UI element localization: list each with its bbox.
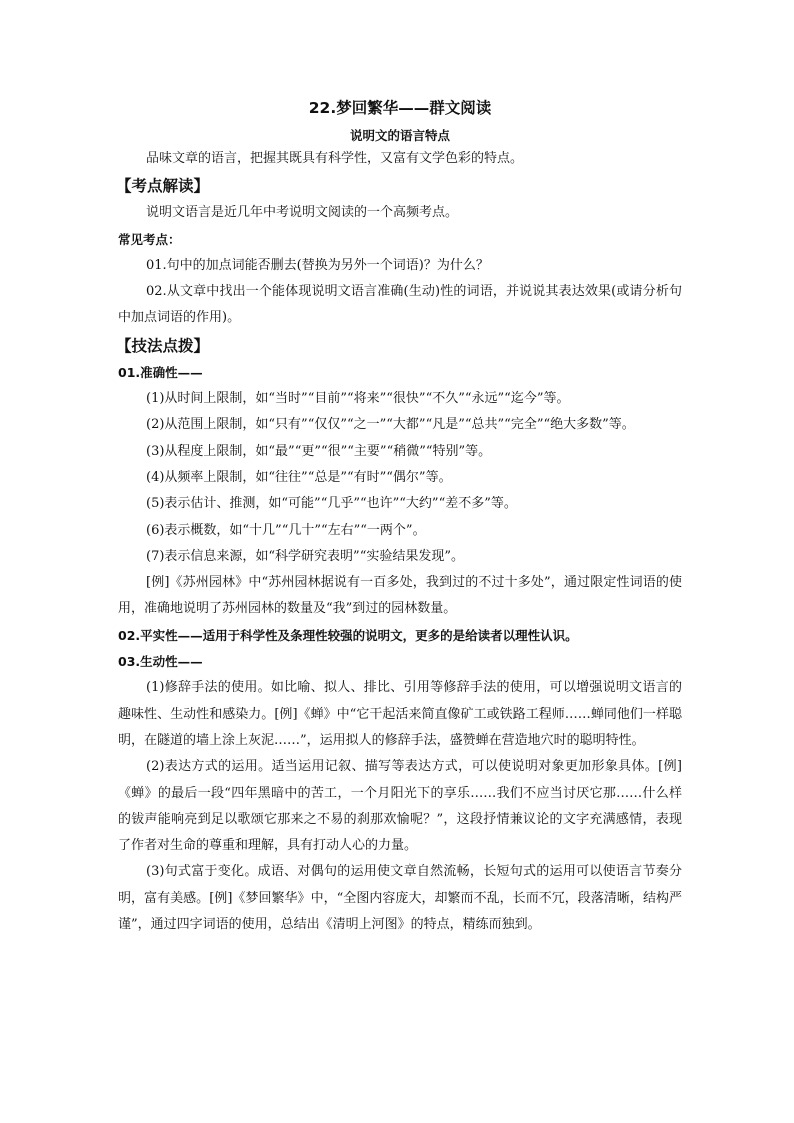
vividness-item: (3)句式富于变化。成语、对偶句的运用使文章自然流畅，长短句式的运用可以使语言节奏分明，富有美感。[例]《梦回繁华》中，“全图内容庞大，却繁而不乱，长而不冗，段落清晰，结构严谨”，通过四字词语的使用，总结出《清明上河图》的特点，精练而独到。 — [118, 864, 682, 933]
accuracy-item: (2)从范围上限制，如“只有”“仅仅”“之一”“大都”“凡是”“总共”“完全”“绝大多数”等。 — [146, 417, 635, 433]
exam-points-paragraph: 说明文语言是近几年中考说明文阅读的一个高频考点。 — [146, 205, 459, 221]
accuracy-heading: 01.准确性—— — [118, 364, 203, 380]
accuracy-item: (5)表示估计、推测，如“可能”“几乎”“也许”“大约”“差不多”等。 — [146, 496, 517, 512]
common-point-1: 01.句中的加点词能否删去(替换为另外一个词语)？为什么？ — [146, 257, 489, 273]
accuracy-item: (3)从程度上限制，如“最”“更”“很”“主要”“稍微”“特别”等。 — [146, 443, 492, 459]
plainness-paragraph: 02.平实性——适用于科学性及条理性较强的说明文，更多的是给读者以理性认识。 — [118, 627, 578, 643]
common-point-2: 02.从文章中找出一个能体现说明文语言准确(生动)性的词语，并说说其表达效果(或请分析句中加点词语的作用)。 — [118, 284, 682, 326]
accuracy-item: (4)从频率上限制，如“往往”“总是”“有时”“偶尔”等。 — [146, 469, 452, 485]
vividness-heading: 03.生动性—— — [118, 654, 203, 670]
vividness-item: (2)表达方式的运用。适当运用记叙、描写等表达方式，可以使说明对象更加形象具体。[例]《蝉》的最后一段“四年黑暗中的苦工，一个月阳光下的享乐……我们不应当讨厌它那……什么样的钹声能响亮到足以歌颂它那来之不易的刹那欢愉呢？”，这段抒情兼议论的文字充满感情，表现了作者对生命的尊重和理解，具有打动人心的力量。 — [118, 759, 682, 854]
section-heading-techniques: 【技法点拨】 — [116, 336, 210, 355]
page-subtitle: 说明文的语言特点 — [349, 128, 450, 143]
section-heading-exam-points: 【考点解读】 — [116, 177, 210, 196]
common-points-label: 常见考点： — [118, 231, 181, 247]
accuracy-item: (7)表示信息来源，如“科学研究表明”“实验结果发现”。 — [146, 548, 464, 564]
document-page — [118, 96, 682, 938]
intro-paragraph: 品味文章的语言，把握其既具有科学性，又富有文学色彩的特点。 — [146, 151, 524, 166]
accuracy-item: (1)从时间上限制，如“当时”“目前”“将来”“很快”“不久”“永远”“迄今”等。 — [146, 391, 570, 407]
page-title: 22.梦回繁华——群文阅读 — [308, 99, 492, 117]
accuracy-example: [例]《苏州园林》中“苏州园林据说有一百多处，我到过的不过十多处”，通过限定性词语的使用，准确地说明了苏州园林的数量及“我”到过的园林数量。 — [118, 575, 682, 617]
vividness-item: (1)修辞手法的使用。如比喻、拟人、排比、引用等修辞手法的使用，可以增强说明文语言的趣味性、生动性和感染力。[例]《蝉》中“它干起活来简直像矿工或铁路工程师……蝉同他们一样聪明，在隧道的墙上涂上灰泥……”，运用拟人的修辞手法，盛赞蝉在营造地穴时的聪明特性。 — [118, 680, 682, 748]
accuracy-item: (6)表示概数，如“十几”“几十”“左右”“一两个”。 — [146, 522, 426, 538]
